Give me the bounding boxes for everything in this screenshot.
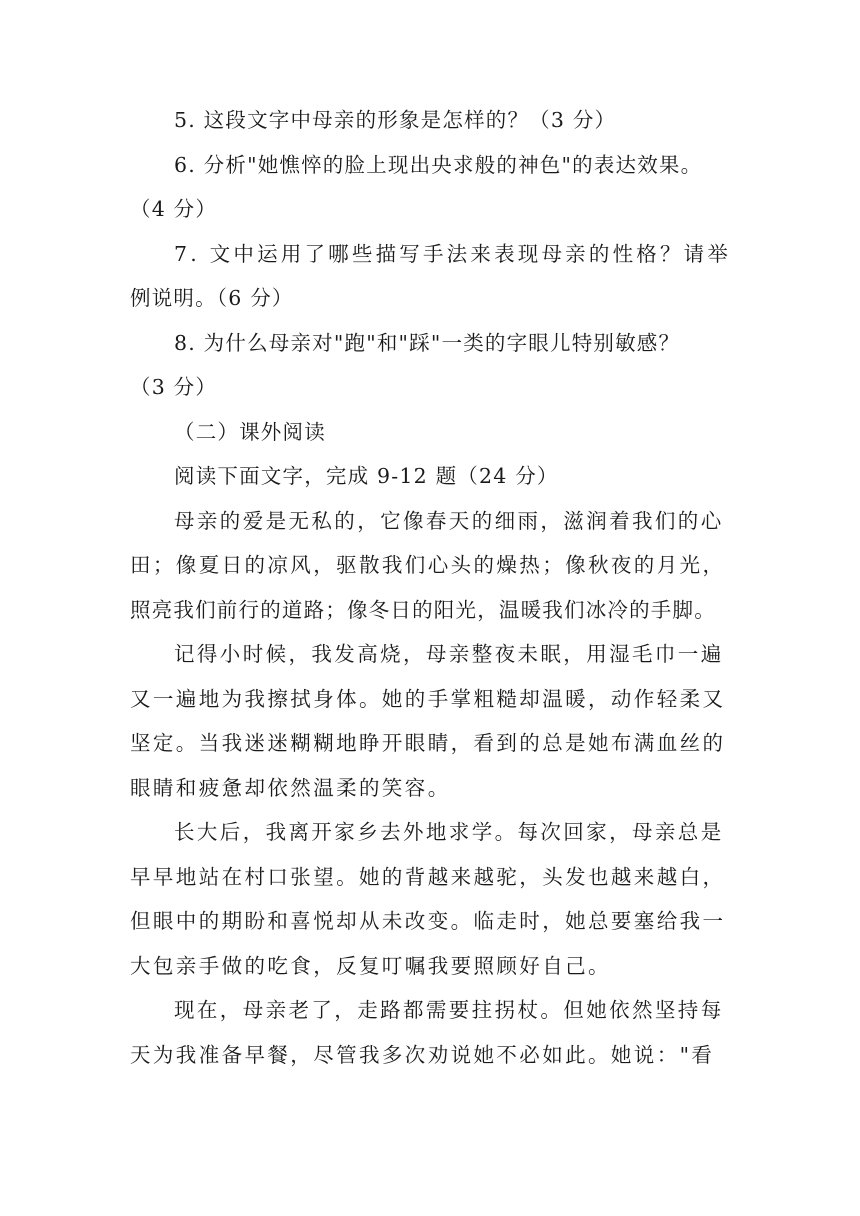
paragraph-3-line-2: 早早地站在村口张望。她的背越来越驼，头发也越来越白，: [130, 864, 726, 889]
question-8-score: （3 分）: [130, 375, 218, 399]
paragraph-4-line-1: 现在，母亲老了，走路都需要拄拐杖。但她依然坚持每: [174, 998, 724, 1022]
document-page: [130, 98, 730, 1077]
section-heading: （二）课外阅读: [174, 419, 326, 444]
question-6: 6. 分析"她憔悴的脸上现出央求般的神色"的表达效果。: [174, 152, 703, 177]
paragraph-2-line-4: 眼睛和疲惫却依然温柔的笑容。: [130, 775, 451, 800]
paragraph-1-line-3: 照亮我们前行的道路；像冬日的阳光，温暖我们冰冷的手脚。: [130, 597, 716, 622]
paragraph-3-line-4: 大包亲手做的吃食，反复叮嘱我要照顾好自己。: [130, 953, 611, 978]
paragraph-3-line-1: 长大后，我离开家乡去外地求学。每次回家，母亲总是: [174, 820, 724, 844]
paragraph-4-line-2: 天为我准备早餐，尽管我多次劝说她不必如此。她说："看: [130, 1042, 715, 1067]
paragraph-3-line-3: 但眼中的期盼和喜悦却从未改变。临走时，她总要塞给我一: [130, 909, 726, 933]
paragraph-1-line-1: 母亲的爱是无私的，它像春天的细雨，滋润着我们的心: [174, 508, 724, 533]
question-6-score: （4 分）: [130, 197, 218, 221]
question-7-continued: 例说明。（6 分）: [130, 286, 294, 310]
paragraph-2-line-2: 又一遍地为我擦拭身体。她的手掌粗糙却温暖，动作轻柔又: [130, 686, 726, 711]
question-5: 5. 这段文字中母亲的形象是怎样的？（3 分）: [174, 108, 617, 132]
question-8: 8. 为什么母亲对"跑"和"踩"一类的字眼儿特别敏感？: [174, 330, 681, 355]
reading-instruction: 阅读下面文字，完成 9-12 题（24 分）: [174, 464, 559, 488]
paragraph-1-line-2: 田；像夏日的凉风，驱散我们心头的燥热；像秋夜的月光，: [130, 553, 726, 577]
question-7: 7. 文中运用了哪些描写手法来表现母亲的性格？请举: [174, 241, 732, 266]
paragraph-2-line-3: 坚定。当我迷迷糊糊地睁开眼睛，看到的总是她布满血丝的: [130, 731, 726, 755]
paragraph-2-line-1: 记得小时候，我发高烧，母亲整夜未眠，用湿毛巾一遍: [174, 642, 724, 666]
